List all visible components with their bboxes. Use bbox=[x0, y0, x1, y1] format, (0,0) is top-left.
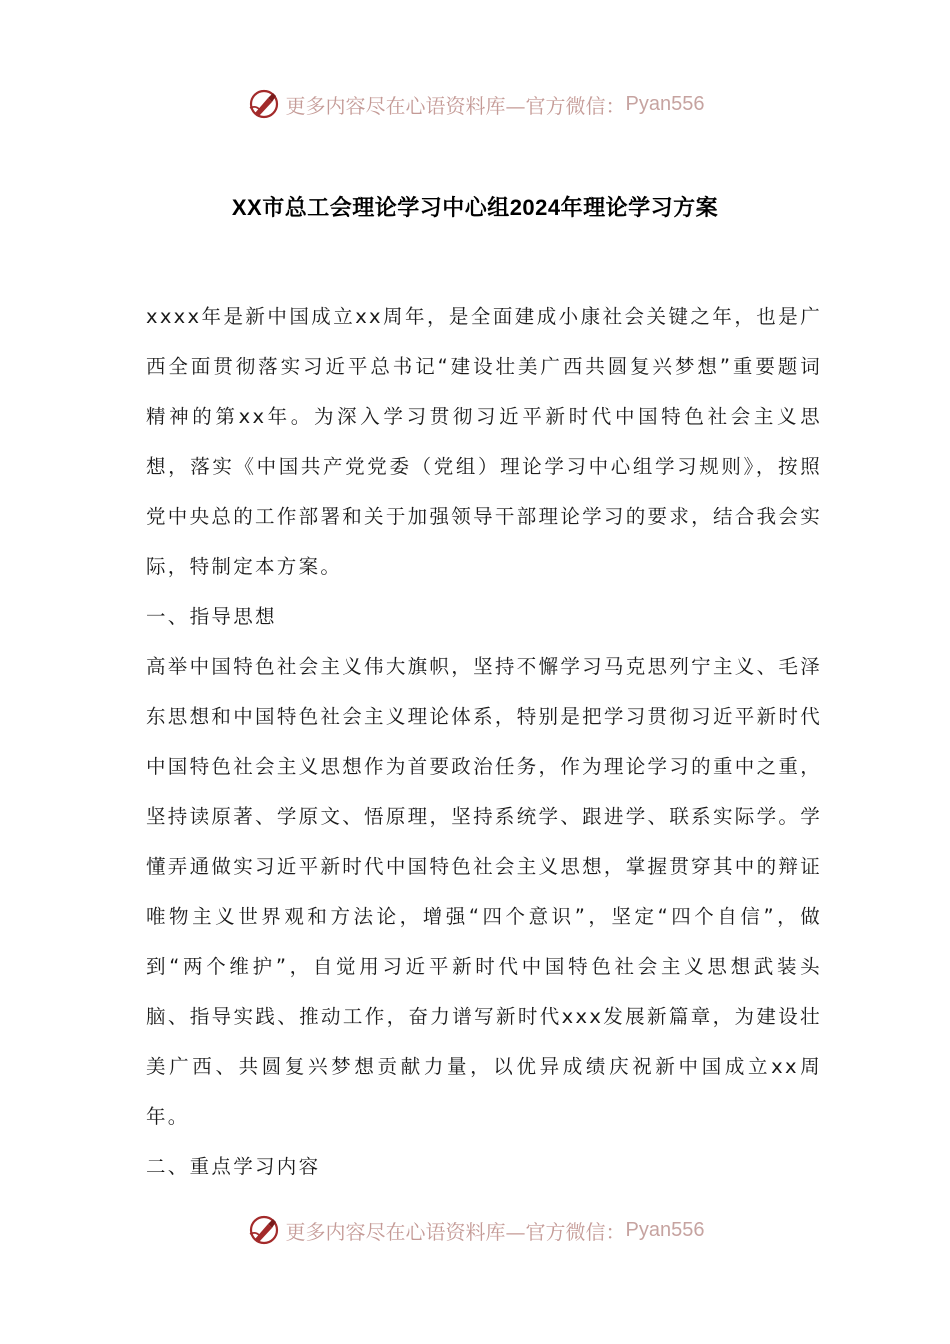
banner-wechat-id: Pyan556 bbox=[625, 1218, 705, 1241]
pen-nib-logo-icon bbox=[246, 86, 282, 122]
banner-wechat-id: Pyan556 bbox=[625, 92, 705, 115]
document-body bbox=[146, 292, 822, 1192]
footer-watermark-banner bbox=[0, 1210, 950, 1250]
section-heading-guiding-ideology: 一、指导思想 bbox=[146, 605, 277, 628]
header-watermark-banner bbox=[0, 84, 950, 124]
pen-nib-logo-icon bbox=[246, 1212, 282, 1248]
guiding-ideology-paragraph: 高举中国特色社会主义伟大旗帜，坚持不懈学习马克思列宁主义、毛泽东思想和中国特色社会主义理论体系，特别是把学习贯彻习近平新时代中国特色社会主义思想作为首要政治任务，作为理论学习的重中之重，坚持读原著、学原文、悟原理，坚持系统学、跟进学、联系实际学。学懂弄通做实习近平新时代中国特色社会主义思想，掌握贯穿其中的辩证唯物主义世界观和方法论，增强“四个意识”，坚定“四个自信”，做到“两个维护”，自觉用习近平新时代中国特色社会主义思想武装头脑、指导实践、推动工作，奋力谱写新时代xxx发展新篇章，为建设壮美广西、共圆复兴梦想贡献力量，以优异成绩庆祝新中国成立xx周年。 bbox=[146, 655, 822, 1128]
banner-text: 更多内容尽在心语资料库—官方微信： bbox=[285, 1219, 626, 1244]
intro-paragraph: xxxx年是新中国成立xx周年，是全面建成小康社会关键之年，也是广西全面贯彻落实习近平总书记“建设壮美广西共圆复兴梦想”重要题词精神的第xx年。为深入学习贯彻习近平新时代中国特色社会主义思想，落实《中国共产党党委（党组）理论学习中心组学习规则》，按照党中央总的工作部署和关于加强领导干部理论学习的要求，结合我会实际，特制定本方案。 bbox=[146, 305, 822, 578]
banner-text: 更多内容尽在心语资料库—官方微信： bbox=[285, 93, 626, 118]
section-heading-key-content: 二、重点学习内容 bbox=[146, 1155, 321, 1178]
document-title: XX市总工会理论学习中心组2024年理论学习方案 bbox=[231, 194, 719, 220]
